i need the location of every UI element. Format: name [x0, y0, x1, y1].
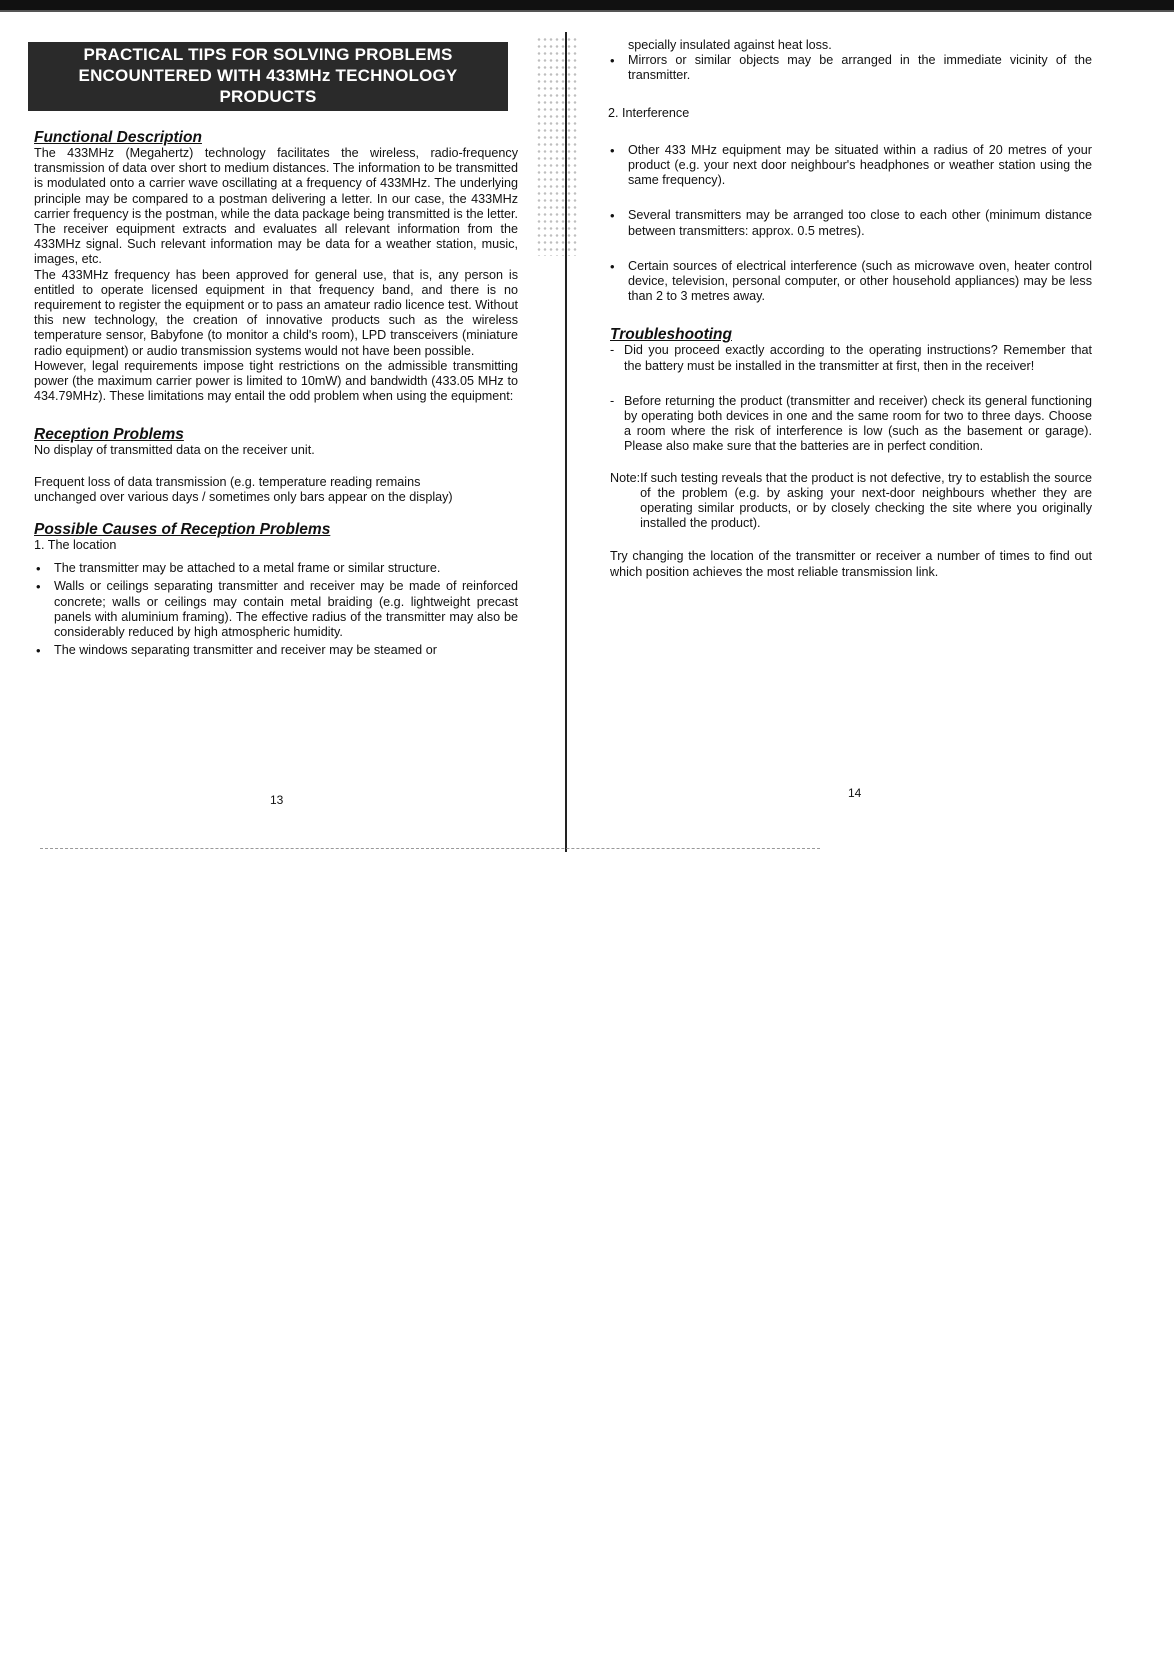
title-line-1: PRACTICAL TIPS FOR SOLVING PROBLEMS	[83, 45, 453, 64]
closing-advice: Try changing the location of the transmitter or receiver a number of times to find out which position achieves the most reliable transmission link.	[610, 549, 1092, 579]
list-item: • The transmitter may be attached to a metal frame or similar structure.	[34, 561, 518, 576]
reception-problems-heading: Reception Problems	[34, 426, 184, 444]
mirrors-bullet	[608, 53, 1092, 83]
interference-bullet-list	[608, 143, 1092, 305]
scan-bottom-edge	[40, 848, 820, 849]
list-item: • Other 433 MHz equipment may be situated within a radius of 20 metres of your product (e.g. your next door neighbour's headphones or weather station using the same frequency).	[608, 143, 1092, 189]
page-divider	[565, 32, 567, 852]
note-label: Note:	[610, 470, 641, 485]
title-line-3: PRODUCTS	[219, 87, 317, 106]
top-scan-edge	[0, 0, 1174, 10]
reception-problems-para-2: Frequent loss of data transmission (e.g. temperature reading remains unchanged over various days / sometimes only bars appear on the display)	[34, 474, 453, 504]
page-title-banner	[28, 42, 508, 111]
troubleshooting-heading: Troubleshooting	[610, 326, 732, 344]
location-subheading: 1. The location	[34, 538, 117, 553]
functional-description-para-2: The 433MHz frequency has been approved for general use, that is, any person is entitled to operate licensed equipment in that frequency band, and there is no requirement to register the equipment or to pass an amateur radio licence test. Without this new technology, the creation of innovative products such as the wireless temperature sensor, Babyfone (to monitor a child's room), LPD transceivers (miniature radio equipment) or audio transmission systems would not have been possible.	[34, 267, 518, 358]
troubleshooting-list	[610, 343, 1092, 454]
list-item: - Before returning the product (transmitter and receiver) check its general functioning by operating both devices in one and the same room for two to three days. Choose a room where the risk of interference is low (such as the basement or garage). Please also make sure that the batteries are in perfect condition.	[610, 394, 1092, 455]
functional-description-para-3: However, legal requirements impose tight restrictions on the admissible transmitting power (the maximum carrier power is limited to 10mW) and bandwidth (433.05 MHz to 434.79MHz). These limitations may entail the odd problem when using the equipment:	[34, 358, 518, 404]
functional-description-para-1: The 433MHz (Megahertz) technology facilitates the wireless, radio-frequency transmission of data over short to medium distances. The information to be transmitted is modulated onto a carrier wave oscillating at a frequency of 433MHz. The underlying principle may be compared to a postman delivering a letter. In our case, the 433MHz carrier frequency is the postman, while the data package being transmitted is the letter. The receiver equipment extracts and evaluates all relevant information from the 433MHz signal. Such relevant information may be data for a weather station, music, images, etc.	[34, 146, 518, 267]
title-line-2: ENCOUNTERED WITH 433MHz TECHNOLOGY	[78, 66, 458, 85]
page-number-left: 13	[270, 793, 284, 807]
scan-speckle	[536, 36, 578, 256]
list-item: • Walls or ceilings separating transmitter and receiver may be made of reinforced concrete; walls or ceilings may contain metal braiding (e.g. lightweight precast panels with aluminium framing). The effective radius of the transmitter may also be considerably reduced by high atmospheric humidity.	[34, 579, 518, 640]
possible-causes-heading: Possible Causes of Reception Problems	[34, 521, 331, 539]
continuation-text: specially insulated against heat loss.	[628, 38, 832, 52]
top-scan-edge-shadow	[0, 10, 1174, 12]
note-text: If such testing reveals that the product is not defective, try to establish the source of the problem (e.g. by asking your next-door neighbours whether they are operating similar products, or by closely checking the site where you originally installed the product).	[640, 470, 1092, 531]
list-item: • The windows separating transmitter and receiver may be steamed or	[34, 643, 518, 658]
list-item: - Did you proceed exactly according to the operating instructions? Remember that the battery must be installed in the transmitter at first, then in the receiver!	[610, 343, 1092, 373]
list-item: • Mirrors or similar objects may be arranged in the immediate vicinity of the transmitter.	[608, 53, 1092, 83]
reception-problems-para-1: No display of transmitted data on the receiver unit.	[34, 443, 315, 458]
interference-heading: 2. Interference	[608, 105, 690, 120]
right-page	[608, 38, 1092, 580]
left-page	[34, 42, 518, 658]
troubleshooting-note	[610, 471, 1092, 532]
list-item: • Several transmitters may be arranged too close to each other (minimum distance between transmitters: approx. 0.5 metres).	[608, 208, 1092, 238]
location-bullet-list	[34, 561, 518, 658]
list-item: • Certain sources of electrical interference (such as microwave oven, heater control device, television, personal computer, or other household appliances) may be less than 2 to 3 metres away.	[608, 259, 1092, 305]
functional-description-heading: Functional Description	[34, 129, 202, 146]
page-number-right: 14	[848, 786, 862, 800]
